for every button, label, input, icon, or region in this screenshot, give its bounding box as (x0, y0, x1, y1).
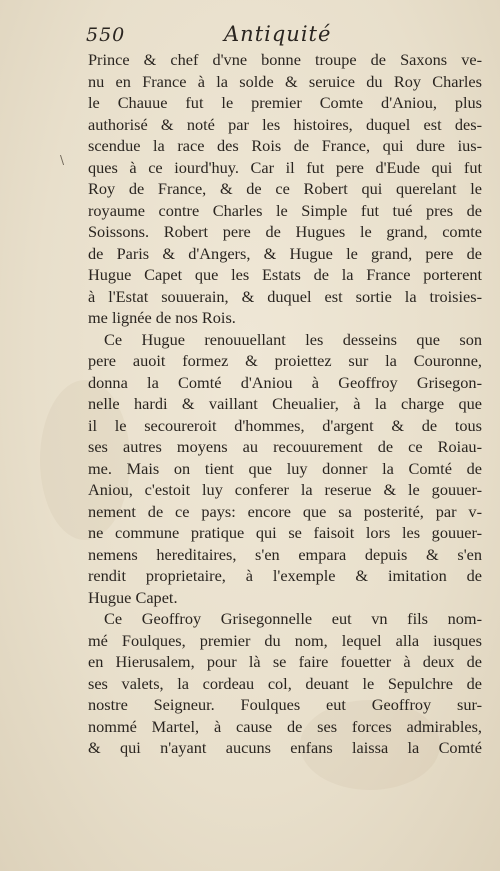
text-line: ses valets, la cordeau col, deuant le Sepulchre de (88, 673, 482, 693)
page-number: 550 (86, 24, 126, 46)
text-line: à l'Estat souuerain, & duquel est sortie la troisies- (88, 286, 482, 306)
text-line: ne commune pratique qui se faisoit lors les gouuer- (88, 523, 482, 542)
text-line: nement de ce pays: encore que sa posterité, par v- (88, 501, 482, 521)
body-text (88, 49, 482, 759)
text-line: donna la Comté d'Aniou à Geoffroy Grisegon- (88, 372, 482, 392)
text-line: Hugue Capet que les Estats de la France porterent (88, 265, 482, 284)
running-head: Antiquité (224, 22, 332, 46)
text-line: me. Mais on tient que luy donner la Comté de (88, 458, 482, 478)
text-line: ses autres moyens au recouurement de ce Roiau- (88, 437, 482, 456)
text-line: nostre Seigneur. Foulques eut Geoffroy sur- (88, 695, 482, 714)
text-line: Ce Hugue renouuellant les desseins que son (104, 329, 482, 349)
text-line: me lignée de nos Rois. (88, 308, 236, 327)
text-line: & qui n'ayant aucuns enfans laissa la Comté (88, 738, 482, 757)
text-line: ques à ce iourd'huy. Car il fut pere d'Eude qui fut (88, 157, 482, 177)
text-line: authorisé & noté par les histoires, duquel est des- (88, 114, 482, 134)
text-line: nemens hereditaires, s'en empara depuis & s'en (88, 544, 482, 564)
text-line: Roy de France, & de ce Robert qui querelant le (88, 179, 482, 198)
text-line: Aniou, c'estoit luy conferer la reserue & le gouuer- (88, 480, 482, 499)
text-line: Soissons. Robert pere de Hugues le grand, comte (88, 222, 482, 241)
text-line: royaume contre Charles le Simple fut tué pres de (88, 200, 482, 220)
text-line: nelle hardi & vaillant Cheualier, à la charge que (88, 394, 482, 413)
text-line: nu en France à la solde & seruice du Roy Charles (88, 71, 482, 91)
page-header (86, 22, 470, 50)
text-line: le Chauue fut le premier Comte d'Aniou, plus (88, 93, 482, 112)
text-line: pere auoit formez & proiettez sur la Couronne, (88, 351, 482, 370)
text-line: Prince & chef d'vne bonne troupe de Saxons ve- (88, 50, 482, 69)
text-line: nommé Martel, à cause de ses forces admirables, (88, 716, 482, 736)
text-line: rendit proprietaire, à l'exemple & imitation de (88, 566, 482, 585)
text-line: Ce Geoffroy Grisegonnelle eut vn fils nom- (104, 609, 482, 628)
margin-mark: \ (60, 153, 65, 167)
text-line: de Paris & d'Angers, & Hugue le grand, pere de (88, 243, 482, 263)
text-line: en Hierusalem, pour là se faire fouetter à deux de (88, 652, 482, 671)
text-line: Hugue Capet. (88, 587, 178, 607)
text-line: mé Foulques, premier du nom, lequel alla iusques (88, 630, 482, 650)
text-line: il le secoureroit d'hommes, d'argent & de tous (88, 415, 482, 435)
text-line: scendue la race des Rois de France, qui dure ius- (88, 136, 482, 155)
